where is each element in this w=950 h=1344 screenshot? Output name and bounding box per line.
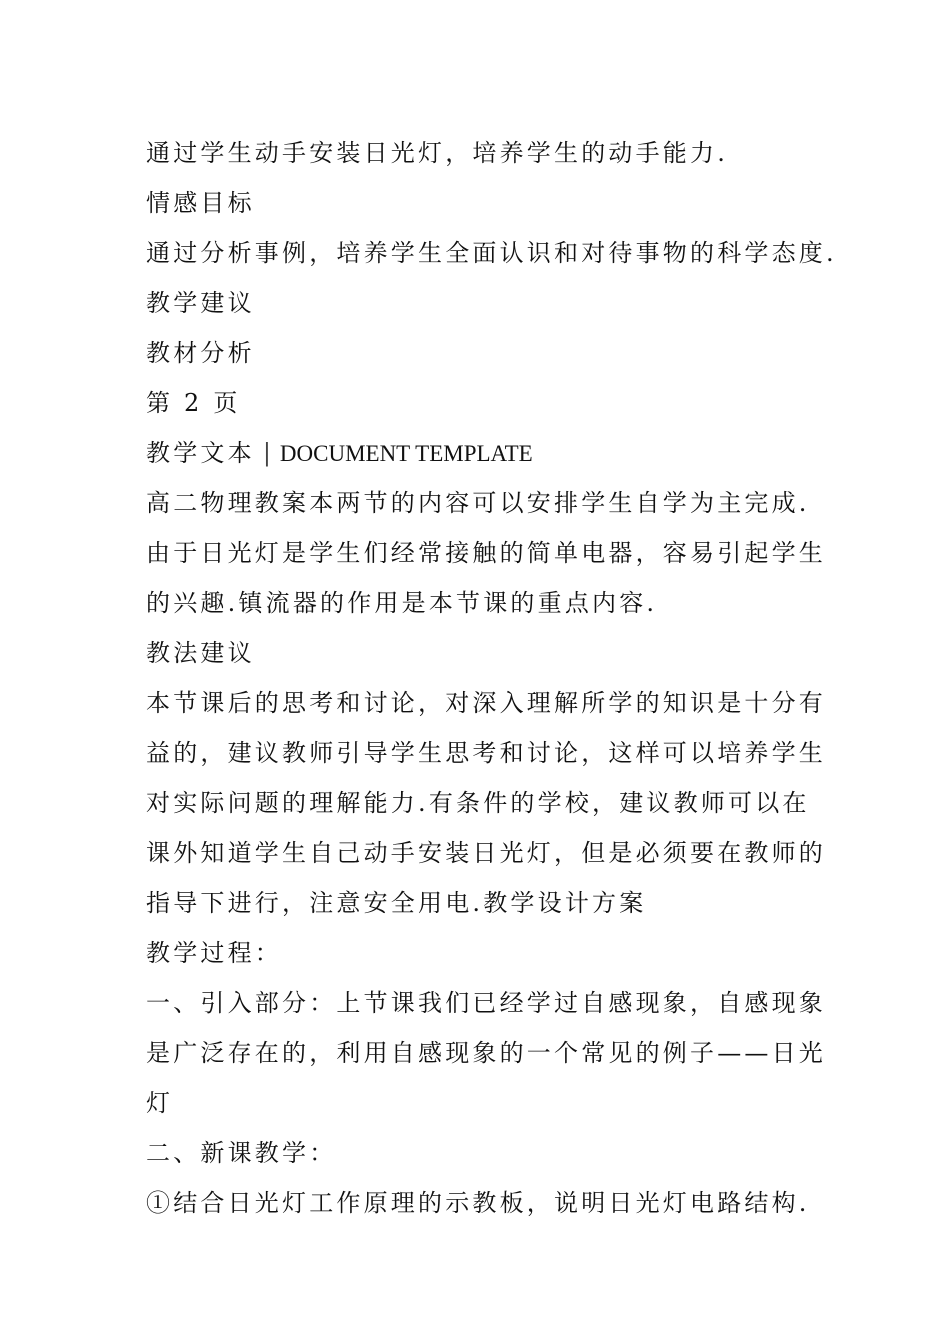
header-subtitle: DOCUMENT TEMPLATE bbox=[279, 441, 533, 466]
text-line: 是广泛存在的，利用自感现象的一个常见的例子——日光 bbox=[146, 1039, 826, 1067]
header-title: 教学文本 bbox=[146, 439, 255, 467]
text-line: 一、引入部分：上节课我们已经学过自感现象，自感现象 bbox=[146, 989, 826, 1017]
text-line: 灯 bbox=[146, 1089, 174, 1117]
text-line: 对实际问题的理解能力.有条件的学校，建议教师可以在 bbox=[146, 789, 810, 817]
text-line: 本节课后的思考和讨论，对深入理解所学的知识是十分有 bbox=[146, 689, 826, 717]
text-line: 的兴趣.镇流器的作用是本节课的重点内容. bbox=[146, 589, 658, 617]
text-line: 通过学生动手安装日光灯，培养学生的动手能力. bbox=[146, 139, 729, 167]
section-heading: 教学建议 bbox=[146, 289, 255, 317]
section-heading: 二、新课教学： bbox=[146, 1139, 337, 1167]
text-line: ①结合日光灯工作原理的示教板，说明日光灯电路结构. bbox=[146, 1189, 810, 1217]
text-line: 益的，建议教师引导学生思考和讨论，这样可以培养学生 bbox=[146, 739, 826, 767]
text-line: 高二物理教案本两节的内容可以安排学生自学为主完成. bbox=[146, 489, 810, 517]
document-header bbox=[146, 428, 811, 478]
section-heading: 教法建议 bbox=[146, 639, 255, 667]
header-separator: | bbox=[262, 439, 272, 467]
page-number: 第 2 页 bbox=[146, 389, 241, 417]
text-line: 课外知道学生自己动手安装日光灯，但是必须要在教师的 bbox=[146, 839, 826, 867]
document-content bbox=[146, 128, 837, 1228]
text-line: 指导下进行，注意安全用电.教学设计方案 bbox=[146, 889, 647, 917]
section-heading: 情感目标 bbox=[146, 189, 255, 217]
section-heading: 教学过程： bbox=[146, 939, 282, 967]
text-line: 通过分析事例，培养学生全面认识和对待事物的科学态度. bbox=[146, 239, 837, 267]
section-heading: 教材分析 bbox=[146, 339, 255, 367]
text-line: 由于日光灯是学生们经常接触的简单电器，容易引起学生 bbox=[146, 539, 826, 567]
